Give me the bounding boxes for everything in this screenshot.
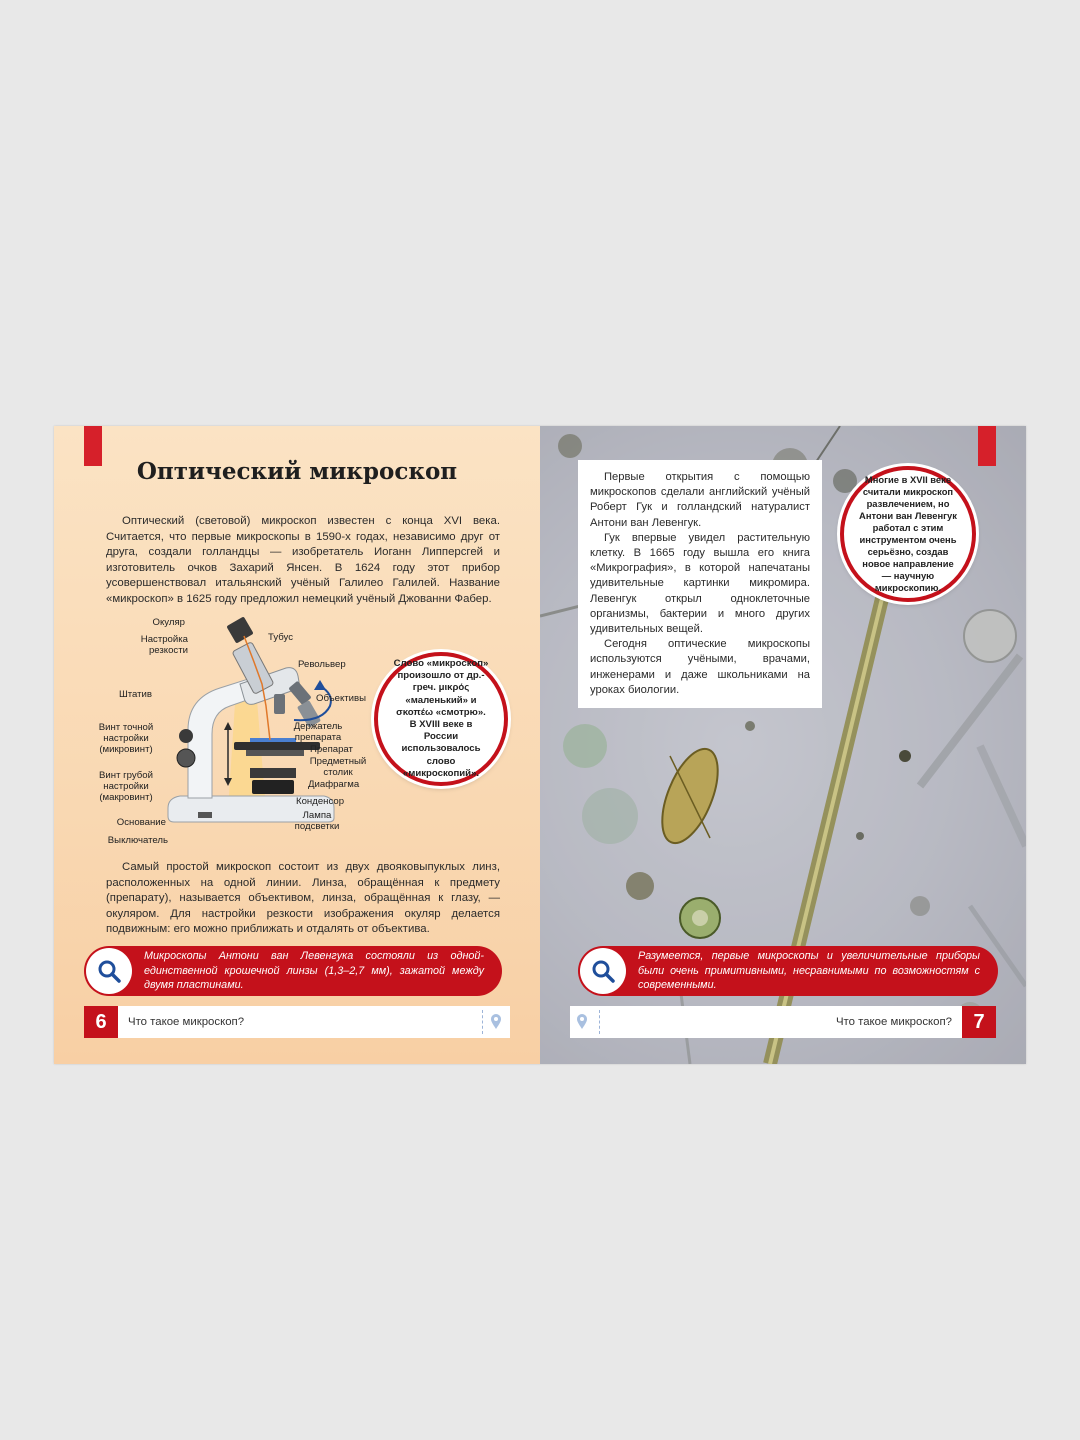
circle-note-etymology [374,652,508,786]
magnifier-icon [86,948,132,994]
location-pin-icon [576,1010,600,1034]
magnifier-icon [580,948,626,994]
circle-note-text: Слово «микроскоп» произошло от др.-греч. μικρός «маленький» и σκοπέω «смотрю». В XVIII веке в России использовалось слово «микроскопий». [393,657,489,779]
right-paragraph-3: Сегодня оптические микроскопы используются учёными, врачами, инженерами и даже школьниками на уроках биологии. [590,638,810,696]
objective-2 [274,694,285,714]
body-paragraph-2: Самый простой микроскоп состоит из двух двояковыпуклых линз, расположенных на одной линии. Линза, обращённая к предмету (препарату), называется объективом, линза, обращённая к глазу, — окуляром. Для настройки резкости изображения окуляр делается подвижным: его можно приближать и отдалять от объектива. [106,861,500,936]
label-stage: Предметный столик [309,756,367,778]
label-objectives: Объективы [316,693,367,704]
label-tube: Тубус [268,632,293,643]
circle-note-text: Многие в XVII веке считали микроскоп развлечением, но Антони ван Левенгук работал с этим инструментом очень серьёзно, создав новое направление — научную микроскопию. [859,474,957,593]
page-number: 7 [962,1006,996,1038]
label-slide-holder: Держатель препарата [293,721,343,743]
fine-focus-knob [179,729,193,743]
footer-right [570,1006,996,1038]
footer-title: Что такое микроскоп? [128,1016,245,1028]
lamp-shape [252,780,294,794]
label-fine-screw: Винт точной настройки (микровинт) [98,722,154,755]
location-pin-icon [482,1010,502,1034]
switch-shape [198,812,212,818]
label-condenser: Конденсор [296,796,345,807]
book-spread [54,426,1026,1064]
footer-title: Что такое микроскоп? [835,1016,952,1028]
label-diaphragm: Диафрагма [308,779,360,790]
info-bar-text: Микроскопы Антони ван Левенгука состояли из одной-единственной крошечной линзы (1,3–2,7 мм), зажатой между двумя пластинами. [144,950,484,992]
condenser-shape [250,768,296,778]
label-revolver: Револьвер [298,659,346,670]
eyepiece-shape [226,616,253,643]
intro-paragraph: Оптический (световой) микроскоп известен с конца XVI века. Считается, что первые микроскопы в 1590-х годах, независимо друг от друга, создали голландцы — изобретатель Иоганн Липперсгей и изготовитель очков Захарий Янсен. В 1624 году этот прибор усовершенствовал итальянский учёный Галилео Галилей. Название «микроскоп» в 1625 году предложил немецкий учёный Джованни Фабер. [106,515,500,605]
info-bar-left [84,946,502,996]
stage-shape [234,742,320,750]
label-stand: Штатив [118,689,152,700]
footer-left [84,1006,510,1038]
right-page [540,426,1026,1064]
page-title: Оптический микроскоп [136,458,458,485]
right-paragraph-2: Гук впервые увидел растительную клетку. В 1665 году вышла его книга «Микрография», в которой напечатаны удивительные картинки микромира. Левенгук открыл одноклеточные организмы, бактерии и много других удивительных вещей. [590,531,810,636]
right-paragraph-1: Первые открытия с помощью микроскопов сделали английский учёный Роберт Гук и голландский натуралист Антони ван Левенгук. [590,471,810,529]
coarse-focus-knob [177,749,195,767]
microscope-diagram [154,610,394,840]
label-coarse-screw: Винт грубой настройки (макровинт) [99,770,153,803]
diaphragm-shape [246,750,304,756]
label-focus-adjust: Настройка резкости [140,634,188,656]
page-number: 6 [84,1006,118,1038]
label-lamp: Лампа подсветки [294,810,340,832]
bookmark-ribbon [978,426,996,466]
right-text-box [578,460,822,708]
info-bar-right [578,946,998,996]
label-eyepiece: Окуляр [152,617,185,628]
left-page [54,426,540,1064]
circle-note-leeuwenhoek [840,466,976,602]
info-bar-text: Разумеется, первые микроскопы и увеличительные приборы были очень примитивными, несравнимыми по возможностям с современными. [638,950,980,992]
label-switch: Выключатель [107,835,168,846]
label-specimen: Препарат [310,744,353,755]
label-base: Основание [116,817,166,828]
